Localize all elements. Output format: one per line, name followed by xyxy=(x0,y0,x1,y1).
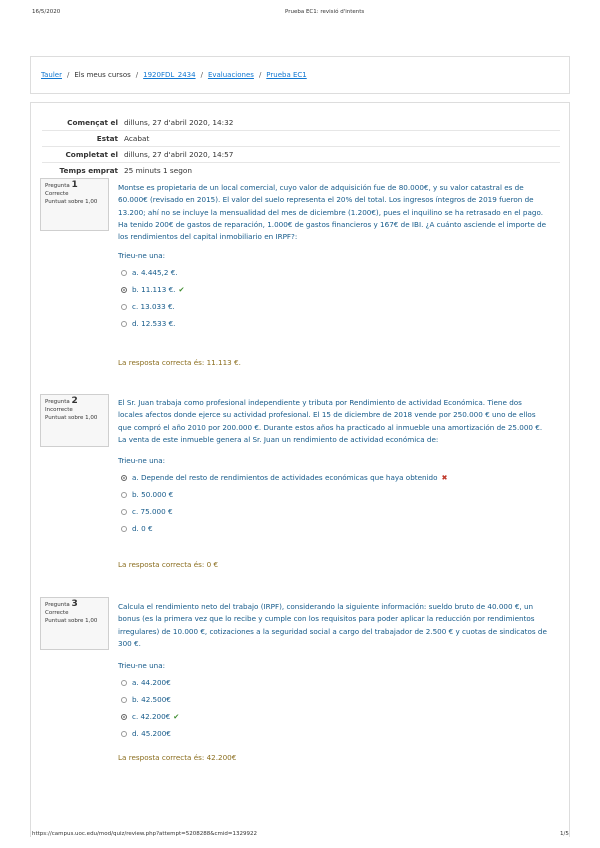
incorrect-cross-icon: ✖ xyxy=(441,472,448,482)
summary-row-started xyxy=(42,115,560,131)
summary-value: dilluns, 27 d'abril 2020, 14:57 xyxy=(124,147,560,163)
question-state: Incorrecte xyxy=(45,407,73,413)
radio-button[interactable] xyxy=(121,492,127,498)
breadcrumb-link-course[interactable]: 1920FDL_2434 xyxy=(143,71,196,79)
option-label: c. 13.033 €. xyxy=(132,301,175,311)
option-label: b. 42.500€ xyxy=(132,694,171,704)
answer-option-a[interactable] xyxy=(118,469,548,486)
radio-button[interactable] xyxy=(121,321,127,327)
radio-button[interactable] xyxy=(121,526,127,532)
answer-prompt: Trieu-ne una: xyxy=(118,456,166,466)
question-label: Pregunta xyxy=(45,602,70,608)
summary-label: Començat el xyxy=(67,118,118,127)
question-text: Calcula el rendimiento neto del trabajo (IRPF), considerando la siguiente información: sueldo bruto de 40.000 €, un bonus (es la primera vez que lo recibe y cumple con los requisitos para poder aplicar la reducción por rendimientos irregulares) de 10.000 €, cotizaciones a la seguridad social a cargo del trabajador de 2.500 € y cuotas de sindicatos de 300 €. xyxy=(118,602,547,648)
breadcrumb: Tauler / Els meus cursos / 1920FDL_2434 / Evaluaciones / Prueba EC1 xyxy=(30,56,570,94)
summary-row-time xyxy=(42,163,560,179)
question-body-2 xyxy=(118,397,548,537)
radio-button[interactable] xyxy=(121,680,127,686)
option-label: c. 75.000 € xyxy=(132,506,173,516)
answer-prompt: Trieu-ne una: xyxy=(118,251,166,261)
question-body-1 xyxy=(118,182,548,332)
radio-button-selected[interactable] xyxy=(121,287,127,293)
question-points: Puntuat sobre 1,00 xyxy=(45,618,98,624)
correct-answer-feedback-3: La resposta correcta és: 42.200€ xyxy=(118,753,237,762)
question-points: Puntuat sobre 1,00 xyxy=(45,199,98,205)
summary-label: Estat xyxy=(42,131,124,147)
radio-button-selected[interactable] xyxy=(121,714,127,720)
question-info-2 xyxy=(40,394,109,447)
option-label: b. 50.000 € xyxy=(132,489,174,499)
radio-button[interactable] xyxy=(121,697,127,703)
question-label: Pregunta xyxy=(45,399,70,405)
radio-button-selected[interactable] xyxy=(121,475,127,481)
summary-label: Temps emprat xyxy=(42,163,124,179)
correct-answer-feedback-2: La resposta correcta és: 0 € xyxy=(118,560,219,569)
answer-option-b[interactable] xyxy=(118,691,548,708)
radio-button[interactable] xyxy=(121,509,127,515)
correct-answer-feedback-1: La resposta correcta és: 11.113 €. xyxy=(118,358,241,367)
summary-row-completed xyxy=(42,147,560,163)
question-info-3 xyxy=(40,597,109,650)
question-text: Montse es propietaria de un local comercial, cuyo valor de adquisición fue de 80.000€, y su valor catastral es de 60.000€ (revisado en 2015). El valor del suelo representa el 20% del total. Los ingresos íntegros de 2019 fueron de 13.200; ahí no se incluye la mensualidad del mes de diciembre (1.200€), pues el inquilino se ha retrasado en el pago. Ha tenido 200€ de gastos de reparación, 1.000€ de gastos financieros y 167€ de IBI. ¿A cuánto asciende el importe de los rendimientos del capital inmobiliario en IRPF?: xyxy=(118,183,547,242)
print-page-number: 1/5 xyxy=(560,831,569,837)
correct-check-icon: ✔ xyxy=(173,711,180,721)
option-label: d. 0 € xyxy=(132,523,153,533)
radio-button[interactable] xyxy=(121,731,127,737)
answer-option-b[interactable] xyxy=(118,486,548,503)
answer-option-d[interactable] xyxy=(118,520,548,537)
question-label: Pregunta xyxy=(45,183,70,189)
summary-row-state xyxy=(42,131,560,147)
question-text: El Sr. Juan trabaja como profesional independiente y tributa por Rendimiento de actividad Económica. Tiene dos locales afectos donde ejerce su actividad profesional. El 15 de diciembre de 2018 vende por 250.000 € uno de ellos que compró el año 2010 por 200.000 €. Durante estos años ha practicado al inmueble una amortización de 25.000 €. La venta de este inmueble genera al Sr. Juan un rendimiento de actividad económica de: xyxy=(118,398,543,444)
answer-option-b[interactable] xyxy=(118,281,548,298)
answer-option-c[interactable] xyxy=(118,298,548,315)
correct-check-icon: ✔ xyxy=(178,284,185,294)
question-number: 2 xyxy=(71,396,78,406)
print-title: Prueba EC1: revisió d'intents xyxy=(285,9,365,15)
answer-option-d[interactable] xyxy=(118,725,548,742)
question-number: 3 xyxy=(71,599,78,609)
answer-option-d[interactable] xyxy=(118,315,548,332)
question-body-3 xyxy=(118,601,548,742)
print-url: https://campus.uoc.edu/mod/quiz/review.php?attempt=5208288&cmid=1329922 xyxy=(32,831,257,837)
answer-option-c[interactable] xyxy=(118,503,548,520)
summary-value: 25 minuts 1 segon xyxy=(124,163,560,179)
radio-button[interactable] xyxy=(121,304,127,310)
option-label: a. 44.200€ xyxy=(132,677,171,687)
answer-option-a[interactable] xyxy=(118,674,548,691)
answer-prompt: Trieu-ne una: xyxy=(118,661,166,671)
question-state: Correcte xyxy=(45,610,69,616)
summary-label: Completat el xyxy=(42,147,124,163)
print-date: 16/5/2020 xyxy=(32,9,61,15)
summary-value: dilluns, 27 d'abril 2020, 14:32 xyxy=(124,118,234,127)
breadcrumb-link-quiz[interactable]: Prueba EC1 xyxy=(266,71,307,79)
option-label: b. 11.113 €. xyxy=(132,284,176,294)
summary-value: Acabat xyxy=(124,131,560,147)
option-label: a. 4.445,2 €. xyxy=(132,267,178,277)
radio-button[interactable] xyxy=(121,270,127,276)
question-state: Correcte xyxy=(45,191,69,197)
option-label: a. Depende del resto de rendimientos de actividades económicas que haya obtenido xyxy=(132,472,438,482)
question-info-1 xyxy=(40,178,109,231)
question-number: 1 xyxy=(71,180,78,190)
breadcrumb-link-evaluations[interactable]: Evaluaciones xyxy=(207,71,254,79)
breadcrumb-my-courses: Els meus cursos xyxy=(74,71,131,79)
attempt-summary-table xyxy=(42,115,560,178)
breadcrumb-link-home[interactable]: Tauler xyxy=(41,71,62,79)
option-label: d. 12.533 €. xyxy=(132,318,176,328)
option-label: c. 42.200€ xyxy=(132,711,171,721)
answer-option-c[interactable] xyxy=(118,708,548,725)
answer-option-a[interactable] xyxy=(118,264,548,281)
option-label: d. 45.200€ xyxy=(132,728,171,738)
question-points: Puntuat sobre 1,00 xyxy=(45,415,98,421)
